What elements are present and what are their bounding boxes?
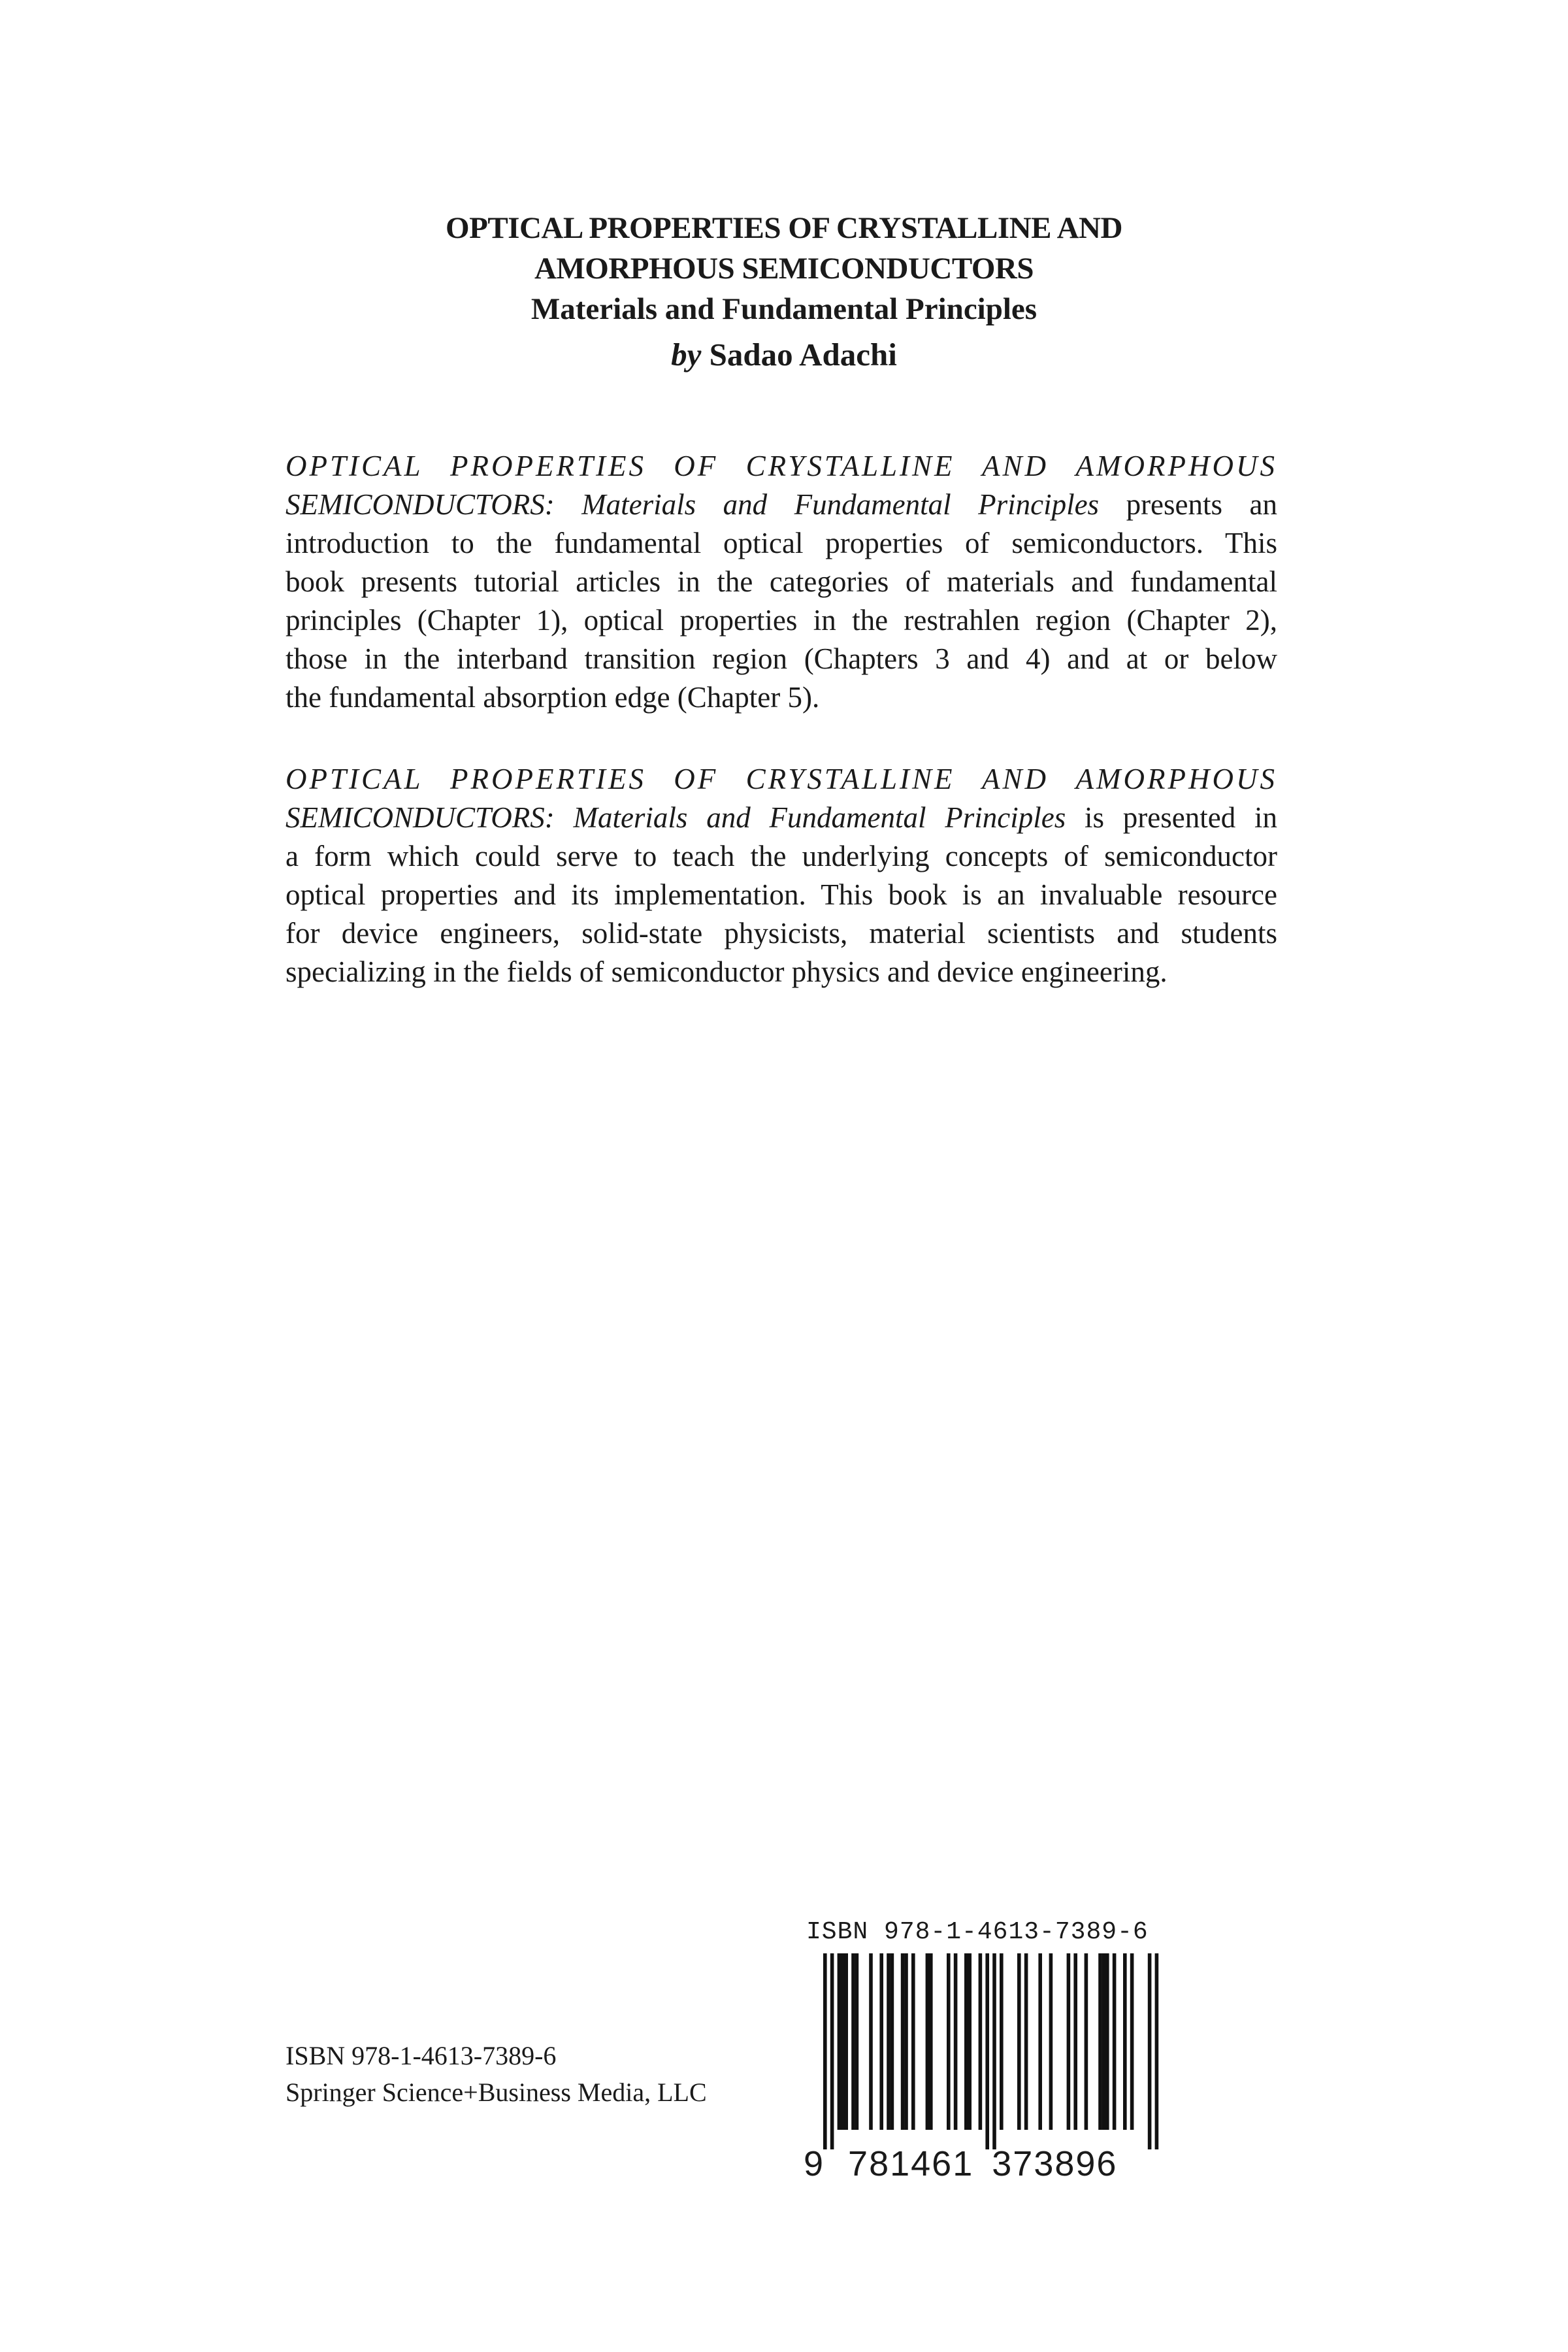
barcode-bar bbox=[851, 1953, 855, 2130]
paragraph-line: the fundamental absorption edge (Chapter 5). bbox=[286, 681, 820, 714]
barcode-bar bbox=[1085, 1953, 1088, 2130]
barcode-bar bbox=[1105, 1953, 1109, 2130]
barcode-bar bbox=[890, 1953, 894, 2130]
barcode-bar bbox=[823, 1953, 827, 2149]
barcode-bar bbox=[879, 1953, 883, 2130]
paragraph-line: OPTICAL PROPERTIES OF CRYSTALLINE AND AMORPHOUS bbox=[286, 763, 1277, 795]
barcode-bar bbox=[964, 1953, 968, 2130]
barcode-bar bbox=[1113, 1953, 1117, 2130]
barcode-bar bbox=[855, 1953, 859, 2130]
barcode-bar bbox=[901, 1953, 905, 2130]
barcode-bar bbox=[1073, 1953, 1077, 2130]
barcode-bar bbox=[1067, 1953, 1071, 2130]
paragraph-line bbox=[286, 799, 1277, 837]
barcode-bar bbox=[1123, 1953, 1127, 2130]
description-paragraph-1 bbox=[286, 447, 1277, 717]
barcode-bar bbox=[947, 1953, 951, 2130]
barcode-bar bbox=[926, 1953, 930, 2130]
barcode-bar bbox=[869, 1953, 873, 2130]
paragraph-line bbox=[286, 486, 1277, 524]
barcode-bar bbox=[985, 1953, 989, 2149]
author-line bbox=[131, 335, 1437, 375]
imprint bbox=[286, 2038, 707, 2111]
barcode-bar bbox=[1049, 1953, 1053, 2130]
barcode-bar bbox=[830, 1953, 834, 2149]
barcode-bar bbox=[1155, 1953, 1159, 2149]
author-prefix: by bbox=[671, 337, 702, 373]
book-title-line-1: OPTICAL PROPERTIES OF CRYSTALLINE AND bbox=[446, 211, 1122, 245]
barcode-bar bbox=[838, 1953, 841, 2130]
imprint-isbn: ISBN 978-1-4613-7389-6 bbox=[286, 2041, 557, 2070]
barcode-bars bbox=[804, 1953, 1176, 2149]
barcode-isbn-label: ISBN 978-1-4613-7389-6 bbox=[806, 1918, 1149, 1946]
paragraph-line: specializing in the fields of semiconductor physics and device engineering. bbox=[286, 955, 1168, 988]
barcode-right-group: 373896 bbox=[992, 2144, 1118, 2183]
author-name: Sadao Adachi bbox=[709, 337, 897, 373]
barcode-bar bbox=[1038, 1953, 1042, 2130]
barcode-bar bbox=[1017, 1953, 1021, 2130]
paragraph-text-fragment: presents an bbox=[1099, 488, 1277, 521]
barcode-bar bbox=[841, 1953, 845, 2130]
barcode-bar bbox=[1130, 1953, 1134, 2130]
barcode-bar bbox=[1000, 1953, 1004, 2130]
paragraph-line: book presents tutorial articles in the categories of materials and fundamental bbox=[286, 565, 1277, 598]
barcode-bar bbox=[992, 1953, 996, 2149]
title-block bbox=[131, 208, 1437, 375]
barcode-bar bbox=[911, 1953, 915, 2130]
barcode-bar bbox=[1024, 1953, 1028, 2130]
isbn-barcode bbox=[804, 1918, 1176, 2183]
barcode-bar bbox=[968, 1953, 972, 2130]
paragraph-line: OPTICAL PROPERTIES OF CRYSTALLINE AND AMORPHOUS bbox=[286, 450, 1277, 482]
paragraph-line: introduction to the fundamental optical properties of semiconductors. This bbox=[286, 527, 1277, 559]
paragraph-line: optical properties and its implementation. This book is an invaluable resource bbox=[286, 878, 1277, 911]
paragraph-text-fragment: is presented in bbox=[1066, 801, 1277, 834]
barcode-bar bbox=[979, 1953, 983, 2130]
italic-title-fragment: SEMICONDUCTORS: Materials and Fundamental Principles bbox=[286, 488, 1100, 521]
barcode-bar bbox=[929, 1953, 933, 2130]
barcode-digits bbox=[804, 2144, 1176, 2183]
barcode-first-digit: 9 bbox=[804, 2144, 825, 2183]
description-paragraph-2 bbox=[286, 760, 1277, 991]
paragraph-line: principles (Chapter 1), optical properties in the restrahlen region (Chapter 2), bbox=[286, 604, 1277, 637]
barcode-bar bbox=[1102, 1953, 1106, 2130]
book-title-line-2: AMORPHOUS SEMICONDUCTORS bbox=[534, 252, 1034, 286]
barcode-bar bbox=[1148, 1953, 1152, 2149]
italic-title-fragment: SEMICONDUCTORS: Materials and Fundamental Principles bbox=[286, 801, 1066, 834]
barcode-bar bbox=[904, 1953, 908, 2130]
imprint-publisher: Springer Science+Business Media, LLC bbox=[286, 2078, 707, 2107]
paragraph-line: those in the interband transition region (Chapters 3 and 4) and at or below bbox=[286, 642, 1277, 675]
paragraph-line: for device engineers, solid-state physicists, material scientists and students bbox=[286, 917, 1277, 950]
barcode-bar bbox=[844, 1953, 848, 2130]
barcode-bar bbox=[1098, 1953, 1102, 2130]
barcode-bar bbox=[887, 1953, 890, 2130]
barcode-left-group: 781461 bbox=[848, 2144, 974, 2183]
paragraph-line: a form which could serve to teach the underlying concepts of semiconductor bbox=[286, 840, 1277, 872]
barcode-bar bbox=[954, 1953, 958, 2130]
book-subtitle: Materials and Fundamental Principles bbox=[531, 292, 1037, 326]
